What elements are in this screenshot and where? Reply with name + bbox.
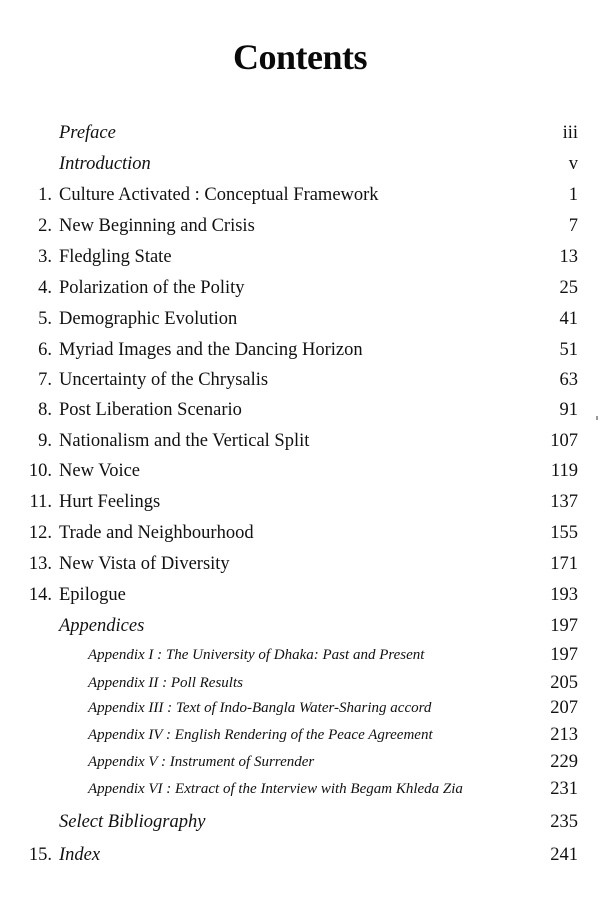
entry-page-number: 25 bbox=[559, 278, 578, 298]
entry-title: Uncertainty of the Chrysalis bbox=[59, 370, 269, 390]
entry-title: Appendix V : Instrument of Surrender bbox=[88, 754, 315, 770]
entry-page-number: 137 bbox=[550, 492, 578, 512]
entry-title: New Beginning and Crisis bbox=[59, 216, 255, 236]
toc-subentry bbox=[0, 645, 600, 673]
entry-number: 8. bbox=[38, 400, 52, 420]
entry-title: Index bbox=[59, 845, 101, 865]
entry-title: Demographic Evolution bbox=[59, 309, 238, 329]
toc-entry bbox=[0, 185, 600, 213]
entry-title: Appendix II : Poll Results bbox=[88, 675, 243, 691]
entry-title: Hurt Feelings bbox=[59, 492, 161, 512]
entry-title: Preface bbox=[59, 123, 116, 143]
entry-title: Introduction bbox=[59, 154, 151, 174]
entry-title: Trade and Neighbourhood bbox=[59, 523, 254, 543]
entry-page-number: 197 bbox=[550, 645, 578, 665]
entry-number: 5. bbox=[38, 309, 52, 329]
entry-title: Post Liberation Scenario bbox=[59, 400, 242, 420]
toc-entry bbox=[0, 492, 600, 520]
entry-page-number: 7 bbox=[568, 216, 578, 236]
entry-title: Appendix IV : English Rendering of the Peace Agreement bbox=[88, 727, 433, 743]
scan-speck bbox=[596, 416, 598, 420]
entry-page-number: 207 bbox=[550, 698, 578, 718]
toc-entry bbox=[0, 123, 600, 151]
toc-entry bbox=[0, 370, 600, 398]
entry-page-number: 205 bbox=[550, 673, 578, 693]
entry-page-number: 193 bbox=[550, 585, 578, 605]
toc-entry bbox=[0, 461, 600, 489]
entry-page-number: 213 bbox=[550, 725, 578, 745]
entry-title: Nationalism and the Vertical Split bbox=[59, 431, 310, 451]
toc-subentry bbox=[0, 673, 600, 701]
entry-page-number: 41 bbox=[559, 309, 578, 329]
toc-entry bbox=[0, 340, 600, 368]
entry-title: Select Bibliography bbox=[59, 812, 206, 832]
entry-title: Appendix VI : Extract of the Interview with Begam Khleda Zia bbox=[88, 781, 463, 797]
entry-number: 7. bbox=[38, 370, 52, 390]
entry-title: New Vista of Diversity bbox=[59, 554, 230, 574]
toc-subentry bbox=[0, 752, 600, 780]
entry-page-number: iii bbox=[562, 123, 578, 143]
entry-page-number: 63 bbox=[559, 370, 578, 390]
entry-title: Polarization of the Polity bbox=[59, 278, 245, 298]
toc-entry bbox=[0, 616, 600, 644]
entry-title: Culture Activated : Conceptual Framework bbox=[59, 185, 379, 205]
entry-number: 11. bbox=[29, 492, 52, 512]
toc-entry bbox=[0, 278, 600, 306]
entry-title: New Voice bbox=[59, 461, 141, 481]
entry-number: 15. bbox=[28, 845, 52, 865]
toc-entry bbox=[0, 812, 600, 840]
entry-page-number: 119 bbox=[550, 461, 578, 481]
entry-number: 1. bbox=[38, 185, 52, 205]
page-title: Contents bbox=[232, 37, 367, 77]
toc-entry bbox=[0, 154, 600, 182]
entry-number: 14. bbox=[28, 585, 52, 605]
entry-title: Myriad Images and the Dancing Horizon bbox=[59, 340, 363, 360]
toc-entry bbox=[0, 845, 600, 873]
entry-page-number: 231 bbox=[550, 779, 578, 799]
entry-title: Fledgling State bbox=[59, 247, 172, 267]
entry-page-number: 241 bbox=[550, 845, 578, 865]
entry-page-number: 229 bbox=[550, 752, 578, 772]
entry-page-number: 91 bbox=[559, 400, 578, 420]
toc-entry bbox=[0, 247, 600, 275]
entry-title: Appendix I : The University of Dhaka: Past and Present bbox=[88, 647, 425, 663]
entry-page-number: 235 bbox=[550, 812, 578, 832]
entry-number: 3. bbox=[38, 247, 52, 267]
toc-entry bbox=[0, 400, 600, 428]
entry-number: 9. bbox=[38, 431, 52, 451]
toc-subentry bbox=[0, 725, 600, 753]
toc-entry bbox=[0, 585, 600, 613]
entry-number: 6. bbox=[38, 340, 52, 360]
entry-number: 2. bbox=[38, 216, 52, 236]
toc-entry bbox=[0, 523, 600, 551]
entry-page-number: v bbox=[568, 154, 578, 174]
entry-title: Epilogue bbox=[59, 585, 126, 605]
toc-entry bbox=[0, 309, 600, 337]
entry-page-number: 171 bbox=[550, 554, 578, 574]
entry-number: 13. bbox=[28, 554, 52, 574]
entry-page-number: 13 bbox=[559, 247, 578, 267]
entry-page-number: 155 bbox=[550, 523, 578, 543]
entry-page-number: 51 bbox=[559, 340, 578, 360]
entry-title: Appendix III : Text of Indo-Bangla Water-Sharing accord bbox=[88, 700, 432, 716]
entry-page-number: 107 bbox=[550, 431, 578, 451]
entry-number: 10. bbox=[28, 461, 52, 481]
entry-number: 12. bbox=[28, 523, 52, 543]
toc-entry bbox=[0, 216, 600, 244]
entry-page-number: 197 bbox=[550, 616, 578, 636]
toc-entry bbox=[0, 554, 600, 582]
toc-entry bbox=[0, 431, 600, 459]
toc-subentry bbox=[0, 698, 600, 726]
entry-number: 4. bbox=[38, 278, 52, 298]
entry-title: Appendices bbox=[59, 616, 145, 636]
toc-subentry bbox=[0, 779, 600, 807]
entry-page-number: 1 bbox=[568, 185, 578, 205]
